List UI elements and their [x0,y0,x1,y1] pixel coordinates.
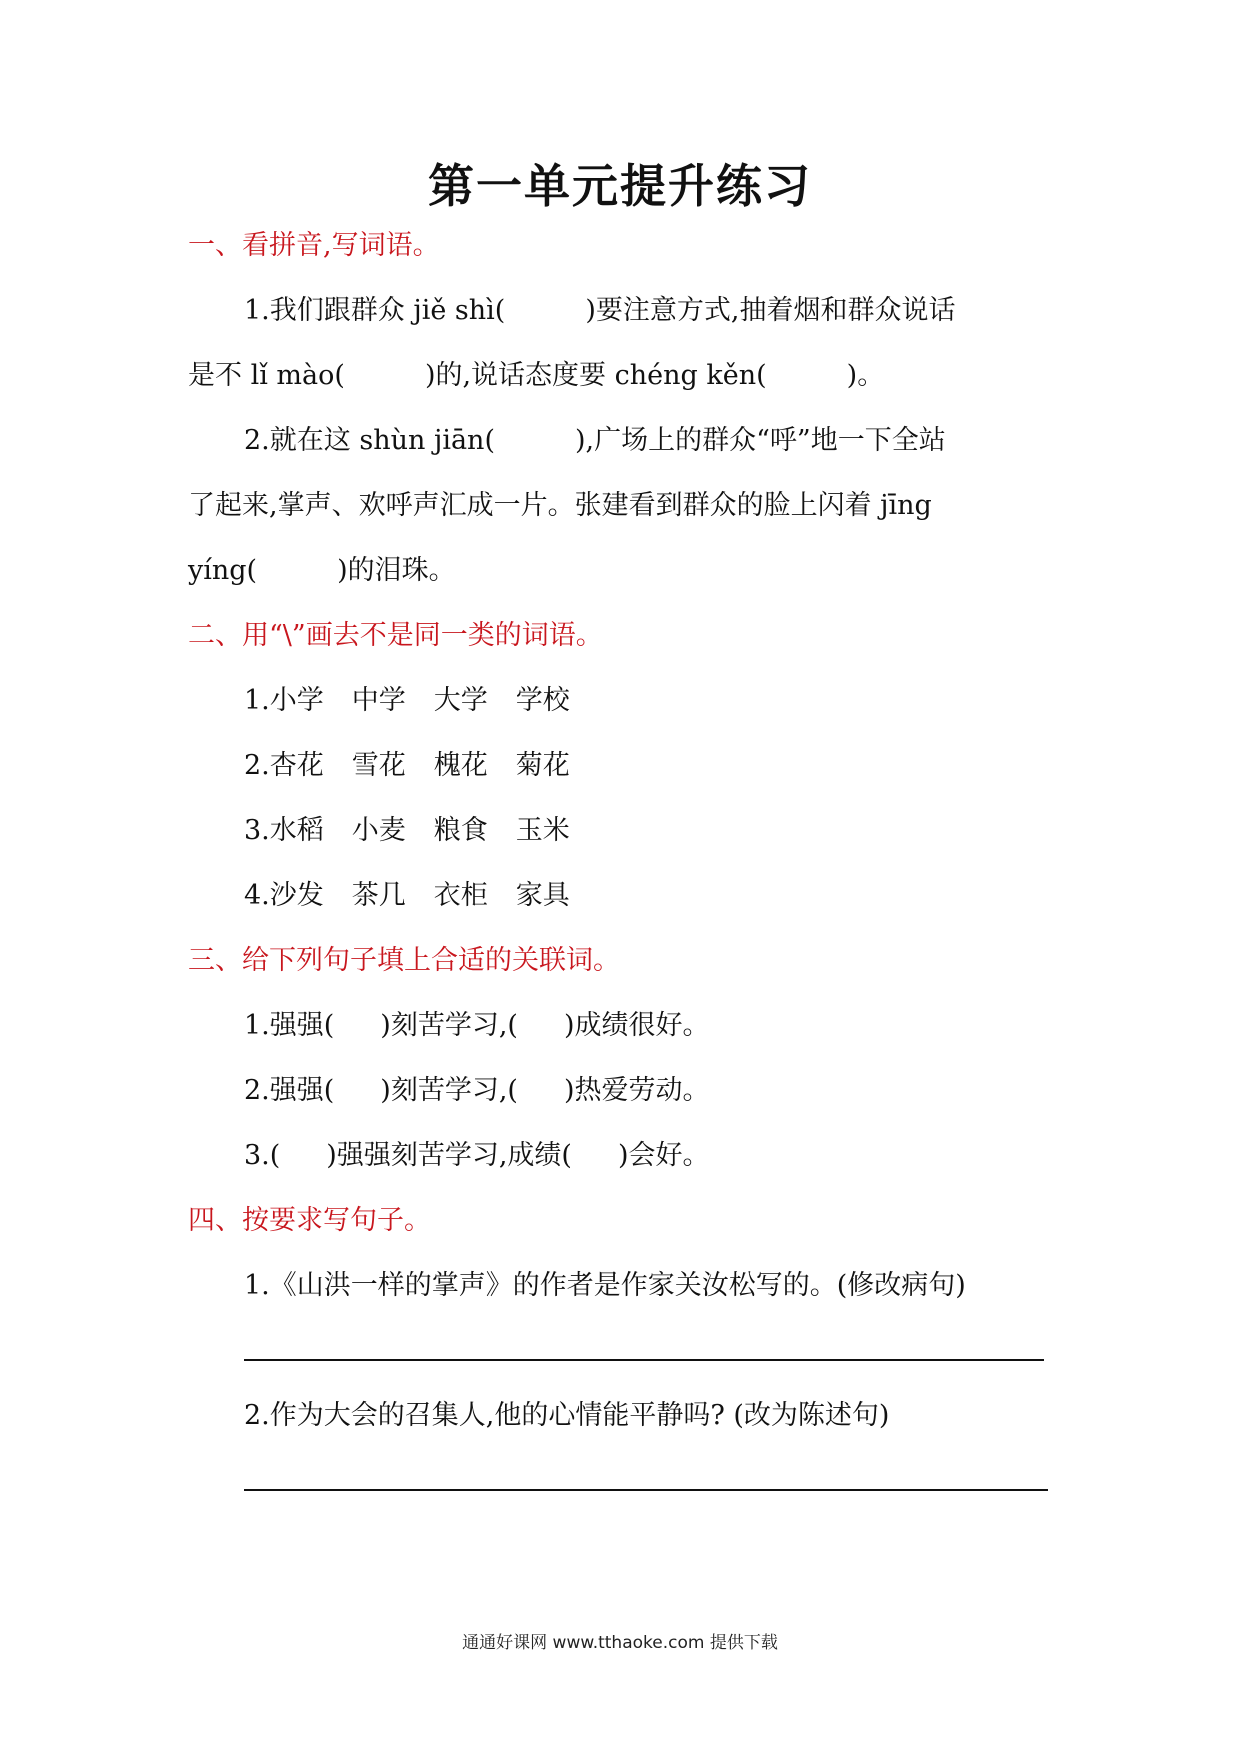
s3-q2-text-c: )热爱劳动。 [563,1075,710,1106]
word-option[interactable]: 玉米 [515,815,570,846]
section-1-heading: 一、看拼音,写词语。 [188,230,440,261]
s3-q2 [244,1074,710,1108]
s2-row [244,814,598,848]
answer-line[interactable] [244,1489,1048,1491]
s2-row-number: 4. [244,880,270,911]
s3-q1-text-a: 1.强强( [244,1010,335,1041]
word-option[interactable]: 家具 [515,880,570,911]
s1-q2-line1 [244,424,946,458]
s3-q3 [244,1139,710,1173]
s1-q2-line3 [188,554,456,588]
s3-q2-text-a: 2.强强( [244,1075,335,1106]
page-title: 第一单元提升练习 [428,159,812,213]
s1-q1-text-c: 是不 lǐ mào( [188,360,345,391]
word-option[interactable]: 杏花 [269,750,324,781]
s4-q1: 1.《山洪一样的掌声》的作者是作家关汝松写的。(修改病句) [244,1270,966,1301]
s3-q1-text-c: )成绩很好。 [563,1010,710,1041]
word-option[interactable]: 学校 [515,685,570,716]
section-4-heading: 四、按要求写句子。 [188,1205,431,1236]
s1-q1-line1 [244,294,955,328]
s4-q2: 2.作为大会的召集人,他的心情能平静吗? (改为陈述句) [244,1400,890,1431]
section-3-heading: 三、给下列句子填上合适的关联词。 [188,945,620,976]
s2-row-number: 1. [244,685,270,716]
answer-line[interactable] [244,1359,1044,1361]
word-option[interactable]: 小学 [269,685,324,716]
s1-q2-text-a: 2.就在这 shùn jiān( [244,425,495,456]
s3-q3-text-a: 3.( [244,1140,281,1171]
s1-q2-text-b: ),广场上的群众“呼”地一下全站 [574,425,946,456]
s1-q1-text-e: )。 [846,360,885,391]
s2-row [244,879,598,913]
s2-row-number: 2. [244,750,270,781]
s1-q1-text-d: )的,说话态度要 chéng kěn( [424,360,767,391]
word-option[interactable]: 沙发 [269,880,324,911]
s3-q1 [244,1009,710,1043]
word-option[interactable]: 菊花 [515,750,570,781]
s1-q1-text-b: )要注意方式,抽着烟和群众说话 [585,295,956,326]
s1-q2-text-d: yíng( [188,555,258,586]
s1-q2-line2: 了起来,掌声、欢呼声汇成一片。张建看到群众的脸上闪着 jīng [188,490,932,521]
s1-q1-text-a: 1.我们跟群众 jiě shì( [244,295,506,326]
word-option[interactable]: 槐花 [433,750,488,781]
s2-row-number: 3. [244,815,270,846]
word-option[interactable]: 粮食 [433,815,488,846]
word-option[interactable]: 雪花 [351,750,406,781]
s3-q3-text-c: )会好。 [617,1140,710,1171]
s2-row [244,684,598,718]
word-option[interactable]: 衣柜 [433,880,488,911]
s3-q3-text-b: )强强刻苦学习,成绩( [326,1140,572,1171]
s1-q2-text-e: )的泪珠。 [337,555,456,586]
section-2-heading: 二、用“\”画去不是同一类的词语。 [188,620,603,651]
footer-source: 通通好课网 www.tthaoke.com 提供下载 [462,1633,778,1653]
word-option[interactable]: 茶几 [351,880,406,911]
word-option[interactable]: 中学 [351,685,406,716]
s2-row [244,749,598,783]
word-option[interactable]: 大学 [433,685,488,716]
s1-q1-line2 [188,359,884,393]
s3-q1-text-b: )刻苦学习,( [380,1010,518,1041]
word-option[interactable]: 水稻 [269,815,324,846]
s3-q2-text-b: )刻苦学习,( [380,1075,518,1106]
word-option[interactable]: 小麦 [351,815,406,846]
